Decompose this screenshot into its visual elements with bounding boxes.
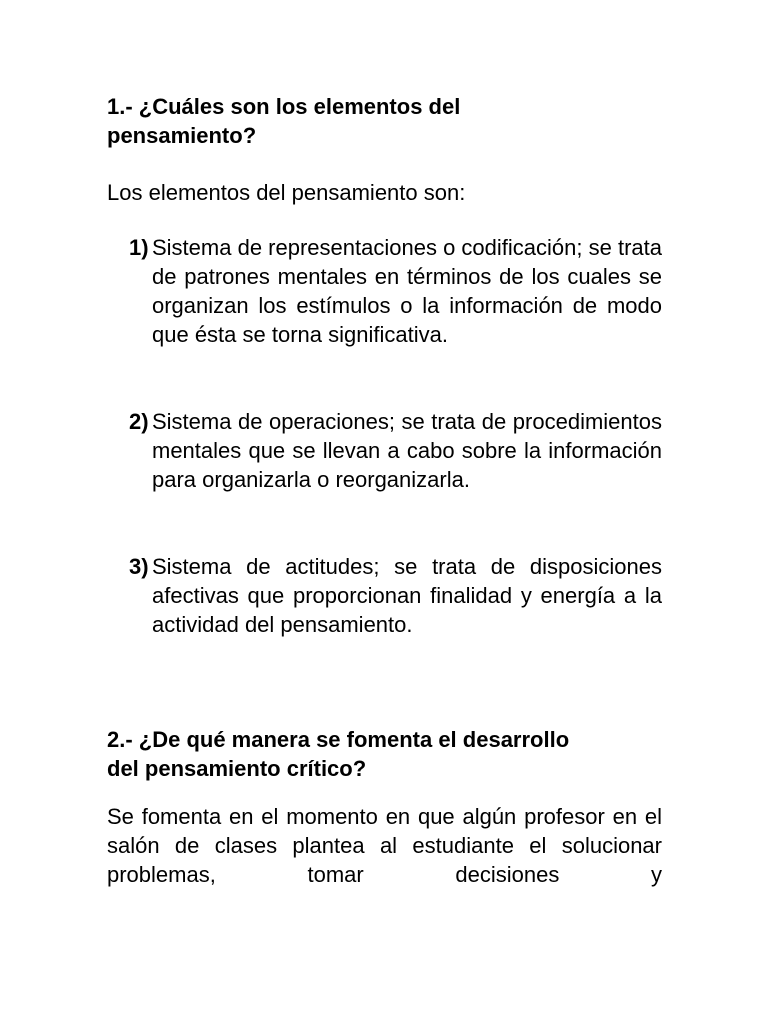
- list-item-number: 2): [129, 409, 149, 434]
- question-2-heading-line-1: 2.- ¿De qué manera se fomenta el desarrollo: [107, 727, 570, 752]
- question-2-heading-line-2: del pensamiento crítico?: [107, 756, 367, 781]
- list-item-text: Sistema de representaciones o codificación; se trata de patrones mentales en términos de los cuales se organizan los estímulos o la información de modo que ésta se torna significativa.: [152, 235, 662, 347]
- list-item: [129, 233, 662, 349]
- list-item-text: Sistema de operaciones; se trata de procedimientos mentales que se llevan a cabo sobre la información para organizarla o reorganizarla.: [152, 409, 662, 492]
- list-item-number: 1): [129, 235, 149, 260]
- question-1-heading-line-2: pensamiento?: [107, 123, 257, 148]
- question-1-intro: Los elementos del pensamiento son:: [107, 180, 466, 205]
- list-item-number: 3): [129, 554, 149, 579]
- question-1-heading-line-1: 1.- ¿Cuáles son los elementos del: [107, 94, 461, 119]
- list-item: [129, 552, 662, 639]
- list-item: [129, 407, 662, 494]
- question-2-heading: [107, 725, 667, 783]
- question-2-answer: Se fomenta en el momento en que algún profesor en el salón de clases plantea al estudiante el solucionar problemas, tomar decisiones y: [107, 804, 662, 887]
- list-item-text: Sistema de actitudes; se trata de disposiciones afectivas que proporcionan finalidad y energía a la actividad del pensamiento.: [152, 554, 662, 637]
- question-1-heading: [107, 92, 667, 150]
